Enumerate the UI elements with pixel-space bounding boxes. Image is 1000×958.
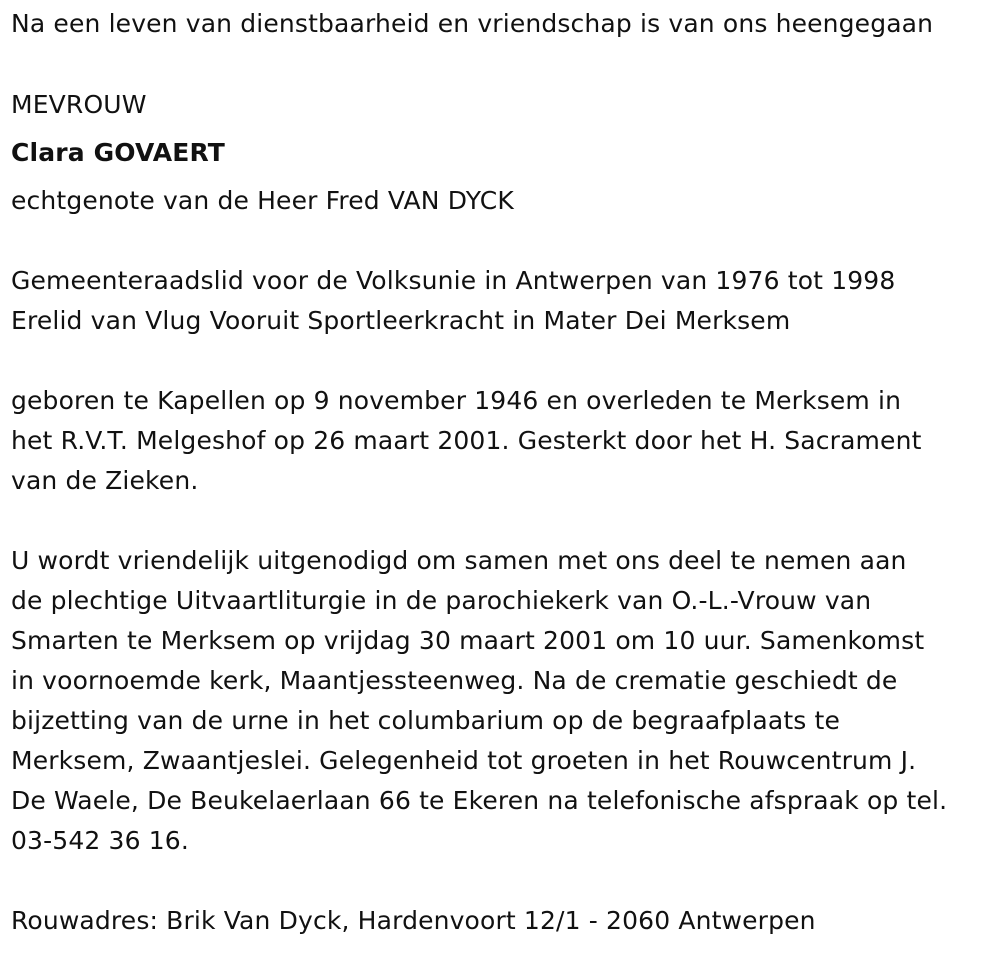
invitation-line: de plechtige Uitvaartliturgie in de parochiekerk van O.-L.-Vrouw van	[11, 586, 872, 615]
birth-death-line: het R.V.T. Melgeshof op 26 maart 2001. Gesterkt door het H. Sacrament	[11, 426, 922, 455]
title-prefix: MEVROUW	[11, 90, 147, 119]
invitation-line: 03-542 36 16.	[11, 826, 189, 855]
spouse-line: echtgenote van de Heer Fred VAN DYCK	[11, 186, 514, 215]
invitation-line: Smarten te Merksem op vrijdag 30 maart 2001 om 10 uur. Samenkomst	[11, 626, 925, 655]
intro-text: Na een leven van dienstbaarheid en vriendschap is van ons heengegaan	[11, 9, 934, 38]
role-line: Gemeenteraadslid voor de Volksunie in Antwerpen van 1976 tot 1998	[11, 266, 896, 295]
invitation-line: De Waele, De Beukelaerlaan 66 te Ekeren na telefonische afspraak op tel.	[11, 786, 948, 815]
invitation-line: bijzetting van de urne in het columbarium op de begraafplaats te	[11, 706, 841, 735]
invitation-line: Merksem, Zwaantjeslei. Gelegenheid tot groeten in het Rouwcentrum J.	[11, 746, 917, 775]
birth-death-line: geboren te Kapellen op 9 november 1946 en overleden te Merksem in	[11, 386, 902, 415]
role-line: Erelid van Vlug Vooruit Sportleerkracht in Mater Dei Merksem	[11, 306, 791, 335]
deceased-name: Clara GOVAERT	[11, 138, 225, 167]
invitation-line: U wordt vriendelijk uitgenodigd om samen met ons deel te nemen aan	[11, 546, 907, 575]
birth-death-line: van de Zieken.	[11, 466, 199, 495]
invitation-line: in voornoemde kerk, Maantjessteenweg. Na de crematie geschiedt de	[11, 666, 898, 695]
mourning-address: Rouwadres: Brik Van Dyck, Hardenvoort 12/1 - 2060 Antwerpen	[11, 906, 816, 935]
